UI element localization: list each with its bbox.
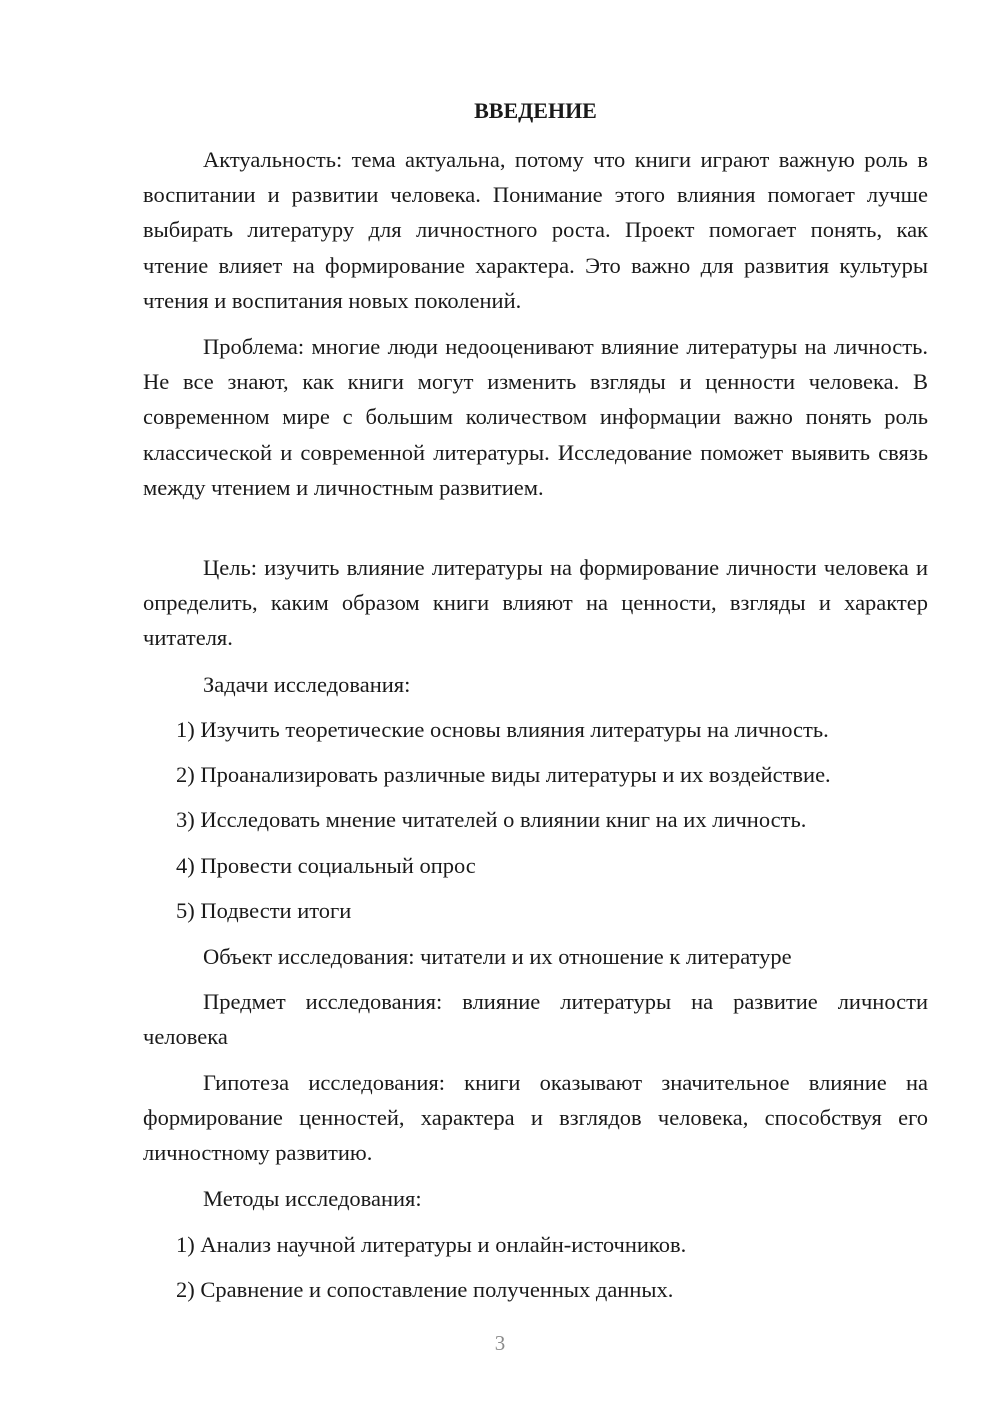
method-item: 2) Сравнение и сопоставление полученных данных. bbox=[176, 1277, 674, 1302]
task-item: 4) Провести социальный опрос bbox=[176, 853, 476, 878]
subject-paragraph: Предмет исследования: влияние литературы на развитие личности человека bbox=[143, 989, 928, 1050]
method-item: 1) Анализ научной литературы и онлайн-источников. bbox=[176, 1232, 687, 1257]
task-item: 3) Исследовать мнение читателей о влиянии книг на их личность. bbox=[176, 807, 807, 832]
methods-heading: Методы исследования: bbox=[203, 1186, 422, 1211]
section-heading: ВВЕДЕНИЕ bbox=[474, 98, 597, 123]
problem-paragraph: Проблема: многие люди недооценивают влияние литературы на личность. Не все знают, как книги могут изменить взгляды и ценности человека. В современном мире с большим количеством информации важно понять роль классической и современной литературы. Исследование поможет выявить связь между чтением и личностным развитием. bbox=[143, 334, 928, 500]
object-line: Объект исследования: читатели и их отношение к литературе bbox=[203, 944, 792, 969]
hypothesis-paragraph: Гипотеза исследования: книги оказывают значительное влияние на формирование ценностей, характера и взглядов человека, способствуя его личностному развитию. bbox=[143, 1070, 928, 1166]
tasks-heading: Задачи исследования: bbox=[203, 672, 411, 697]
page-number: 3 bbox=[494, 1331, 506, 1355]
goal-paragraph: Цель: изучить влияние литературы на формирование личности человека и определить, каким образом книги влияют на ценности, взгляды и характер читателя. bbox=[143, 555, 928, 651]
task-item: 5) Подвести итоги bbox=[176, 898, 352, 923]
relevance-paragraph: Актуальность: тема актуальна, потому что книги играют важную роль в воспитании и развитии человека. Понимание этого влияния помогает лучше выбирать литературу для личностного роста. Проект помогает понять, как чтение влияет на формирование характера. Это важно для развития культуры чтения и воспитания новых поколений. bbox=[143, 147, 928, 313]
task-item: 1) Изучить теоретические основы влияния литературы на личность. bbox=[176, 717, 829, 742]
task-item: 2) Проанализировать различные виды литературы и их воздействие. bbox=[176, 762, 831, 787]
